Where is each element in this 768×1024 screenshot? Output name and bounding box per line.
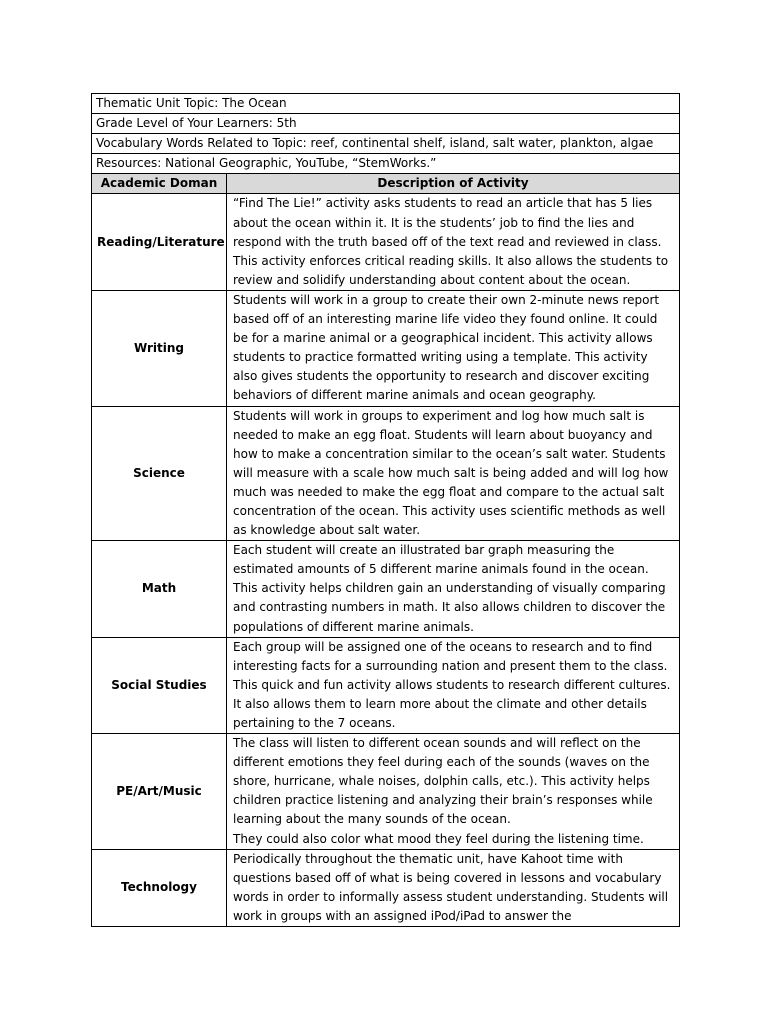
domain-cell: PE/Art/Music	[92, 734, 227, 850]
description-cell: Periodically throughout the thematic unit, have Kahoot time with questions based off of what is being covered in lessons and vocabulary words in order to informally assess student understanding. Students will work in groups with an assigned iPod/iPad to answer the	[227, 849, 680, 926]
description-cell: Each group will be assigned one of the oceans to research and to find interesting facts for a surrounding nation and present them to the class. This quick and fun activity allows students to research different cultures. It also allows them to learn more about the climate and other details pertaining to the 7 oceans.	[227, 637, 680, 733]
header-academic-domain: Academic Doman	[92, 174, 227, 194]
description-cell: Students will work in a group to create their own 2-minute news report based off of an interesting marine life video they found online. It could be for a marine animal or a geographical incident. This activity allows students to practice formatted writing using a template. This activity also gives students the opportunity to research and discover exciting behaviors of different marine animals and ocean geography.	[227, 290, 680, 406]
table-row	[92, 194, 680, 290]
grade-level: Grade Level of Your Learners: 5th	[92, 114, 680, 134]
vocabulary-row	[92, 134, 680, 154]
table-row	[92, 406, 680, 541]
description-paragraph-extra: They could also color what mood they feel during the listening time.	[233, 831, 644, 846]
description-cell: Each student will create an illustrated bar graph measuring the estimated amounts of 5 different marine animals found in the ocean. This activity helps children gain an understanding of visually comparing and contrasting numbers in math. It also allows children to discover the populations of different marine animals.	[227, 541, 680, 637]
domain-cell: Writing	[92, 290, 227, 406]
description-cell: “Find The Lie!” activity asks students to read an article that has 5 lies about the ocean within it. It is the students’ job to find the lies and respond with the truth based off of the text read and reviewed in class. This activity enforces critical reading skills. It also allows the students to review and solidify understanding about content about the ocean.	[227, 194, 680, 290]
vocabulary-words: Vocabulary Words Related to Topic: reef, continental shelf, island, salt water, plankton, algae	[92, 134, 680, 154]
description-cell	[227, 734, 680, 850]
domain-cell: Reading/Literature	[92, 194, 227, 290]
resources: Resources: National Geographic, YouTube, “StemWorks.”	[92, 154, 680, 174]
domain-cell: Science	[92, 406, 227, 541]
topic-row	[92, 94, 680, 114]
domain-cell: Math	[92, 541, 227, 637]
description-cell: Students will work in groups to experiment and log how much salt is needed to make an egg float. Students will learn about buoyancy and how to make a concentration similar to the ocean’s salt water. Students will measure with a scale how much salt is being added and will log how much was needed to make the egg float and compare to the actual salt concentration of the ocean. This activity uses scientific methods as well as knowledge about salt water.	[227, 406, 680, 541]
thematic-unit-table	[91, 93, 680, 927]
table-header-row	[92, 174, 680, 194]
table-row	[92, 849, 680, 926]
table-row	[92, 734, 680, 850]
header-description: Description of Activity	[227, 174, 680, 194]
domain-cell: Social Studies	[92, 637, 227, 733]
description-paragraph: The class will listen to different ocean sounds and will reflect on the different emotions they feel during each of the sounds (waves on the shore, hurricane, whale noises, dolphin calls, etc.). This activity helps children practice listening and analyzing their brain’s responses while learning about the many sounds of the ocean.	[233, 736, 653, 827]
table-row	[92, 637, 680, 733]
table-row	[92, 541, 680, 637]
table-row	[92, 290, 680, 406]
domain-cell: Technology	[92, 849, 227, 926]
grade-row	[92, 114, 680, 134]
thematic-unit-topic: Thematic Unit Topic: The Ocean	[92, 94, 680, 114]
resources-row	[92, 154, 680, 174]
